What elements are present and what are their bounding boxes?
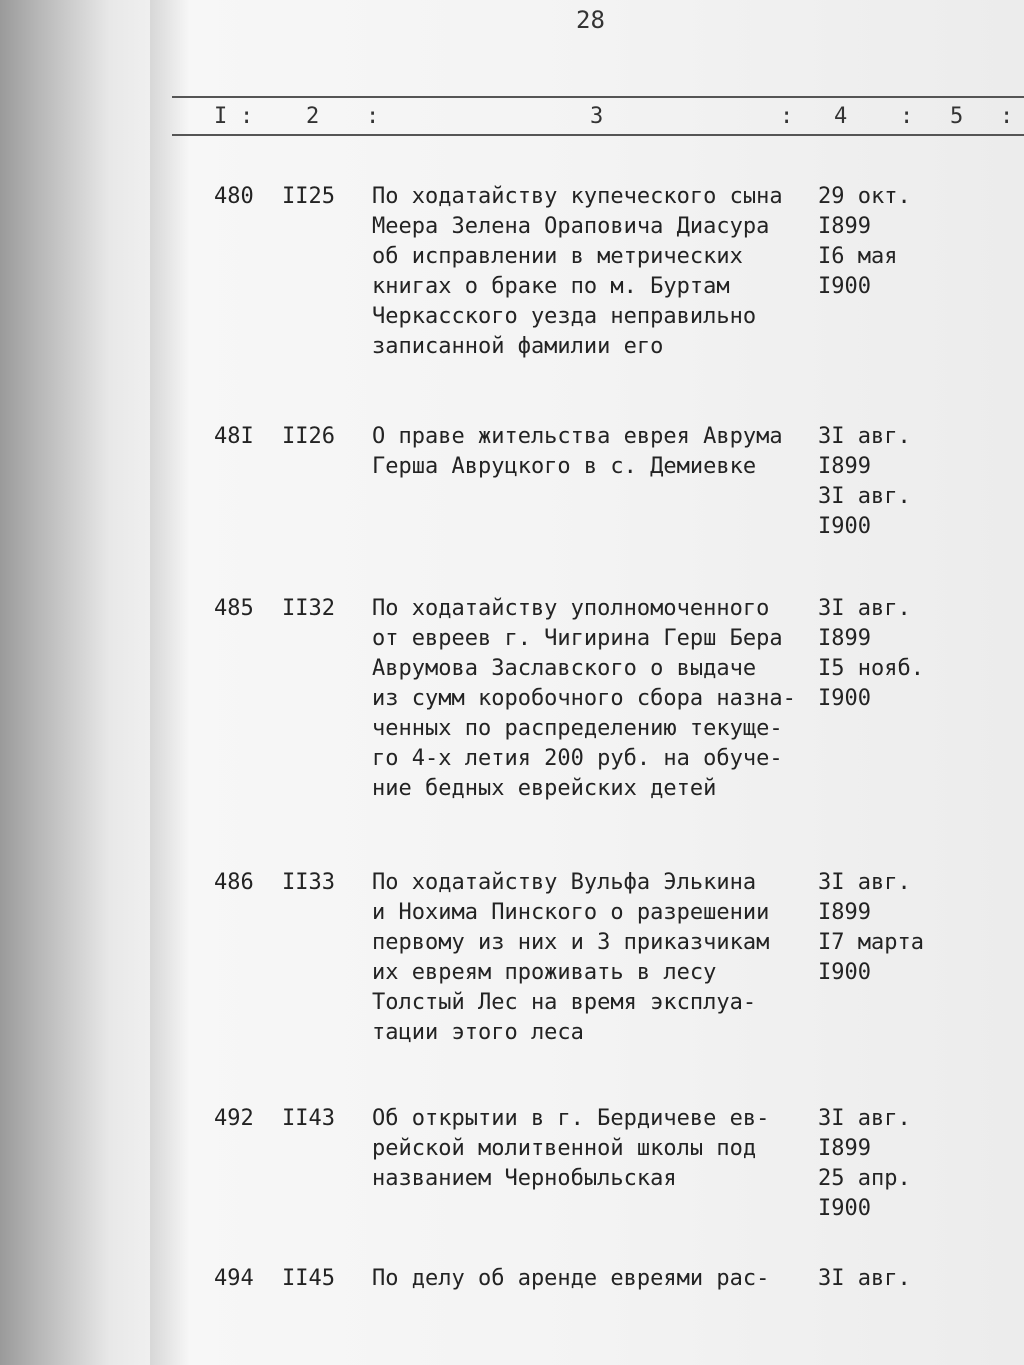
- column-header-4: 4: [834, 104, 848, 129]
- entry-code: II26: [282, 424, 335, 449]
- entry-dates: [818, 422, 911, 542]
- entry-number: 492: [214, 1106, 254, 1131]
- date-line: I900: [818, 686, 871, 711]
- description-line: рейской молитвенной школы под: [372, 1136, 757, 1161]
- date-line: 3I авг.: [818, 424, 911, 449]
- column-separator: :: [366, 104, 380, 129]
- column-header-2: 2: [306, 104, 320, 129]
- entry-number: 48I: [214, 424, 254, 449]
- description-line: По делу об аренде евреями рас-: [372, 1266, 770, 1291]
- entry-dates: [818, 1104, 911, 1224]
- column-header-5: 5: [950, 104, 964, 129]
- entry-code: II33: [282, 870, 335, 895]
- description-line: Меера Зелена Ораповича Диасура: [372, 214, 770, 239]
- description-line: записанной фамилии его: [372, 334, 664, 359]
- date-line: I900: [818, 1196, 871, 1221]
- date-line: I899: [818, 626, 871, 651]
- entry-dates: [818, 594, 924, 714]
- entry-description: [372, 868, 769, 1048]
- description-line: Черкасского уезда неправильно: [372, 304, 757, 329]
- description-line: из сумм коробочного сбора назна-: [372, 686, 796, 711]
- entry-code: II32: [282, 596, 335, 621]
- description-line: По ходатайству Вульфа Элькина: [372, 870, 757, 895]
- entry-number: 485: [214, 596, 254, 621]
- date-line: I900: [818, 514, 871, 539]
- entry-dates: [818, 182, 911, 302]
- entry-description: [372, 182, 783, 362]
- entry-code: II25: [282, 184, 335, 209]
- description-line: и Нохима Пинского о разрешении: [372, 900, 770, 925]
- column-header-3: 3: [590, 104, 604, 129]
- date-line: I899: [818, 900, 871, 925]
- entry-dates: [818, 868, 924, 988]
- column-separator: :: [780, 104, 794, 129]
- description-line: го 4-х летия 200 руб. на обуче-: [372, 746, 783, 771]
- description-line: Толстый Лес на время эксплуа-: [372, 990, 757, 1015]
- entry-description: [372, 1104, 769, 1194]
- date-line: 3I авг.: [818, 596, 911, 621]
- description-line: книгах о браке по м. Буртам: [372, 274, 730, 299]
- entry-description: [372, 1264, 769, 1294]
- description-line: их евреям проживать в лесу: [372, 960, 717, 985]
- description-line: Аврумова Заславского о выдаче: [372, 656, 757, 681]
- date-line: I5 нояб.: [818, 656, 924, 681]
- description-line: об исправлении в метрических: [372, 244, 743, 269]
- header-rule-top: [172, 96, 1024, 98]
- entry-description: [372, 594, 796, 804]
- description-line: По ходатайству купеческого сына: [372, 184, 783, 209]
- column-header-1: I: [214, 104, 228, 129]
- description-line: ние бедных еврейских детей: [372, 776, 717, 801]
- description-line: тации этого леса: [372, 1020, 584, 1045]
- description-line: Об открытии в г. Бердичеве ев-: [372, 1106, 770, 1131]
- date-line: I899: [818, 454, 871, 479]
- entry-code: II45: [282, 1266, 335, 1291]
- entry-code: II43: [282, 1106, 335, 1131]
- entry-description: [372, 422, 783, 482]
- date-line: 3I авг.: [818, 870, 911, 895]
- date-line: 29 окт.: [818, 184, 911, 209]
- date-line: I6 мая: [818, 244, 898, 269]
- date-line: 3I авг.: [818, 484, 911, 509]
- description-line: Герша Авруцкого в с. Демиевке: [372, 454, 757, 479]
- date-line: I899: [818, 214, 871, 239]
- date-line: 25 апр.: [818, 1166, 911, 1191]
- column-separator: :: [240, 104, 254, 129]
- date-line: I7 марта: [818, 930, 924, 955]
- description-line: названием Чернобыльская: [372, 1166, 677, 1191]
- column-separator: :: [1000, 104, 1014, 129]
- page-number: 28: [576, 6, 605, 34]
- book-spine-shadow: [150, 0, 190, 1365]
- header-rule-bottom: [172, 134, 1024, 136]
- date-line: 3I авг.: [818, 1266, 911, 1291]
- column-separator: :: [900, 104, 914, 129]
- description-line: от евреев г. Чигирина Герш Бера: [372, 626, 783, 651]
- date-line: 3I авг.: [818, 1106, 911, 1131]
- date-line: I899: [818, 1136, 871, 1161]
- description-line: ченных по распределению текуще-: [372, 716, 783, 741]
- date-line: I900: [818, 960, 871, 985]
- description-line: По ходатайству уполномоченного: [372, 596, 770, 621]
- entry-number: 486: [214, 870, 254, 895]
- description-line: первому из них и 3 приказчикам: [372, 930, 770, 955]
- description-line: О праве жительства еврея Аврума: [372, 424, 783, 449]
- entry-number: 494: [214, 1266, 254, 1291]
- date-line: I900: [818, 274, 871, 299]
- entry-dates: [818, 1264, 911, 1294]
- entry-number: 480: [214, 184, 254, 209]
